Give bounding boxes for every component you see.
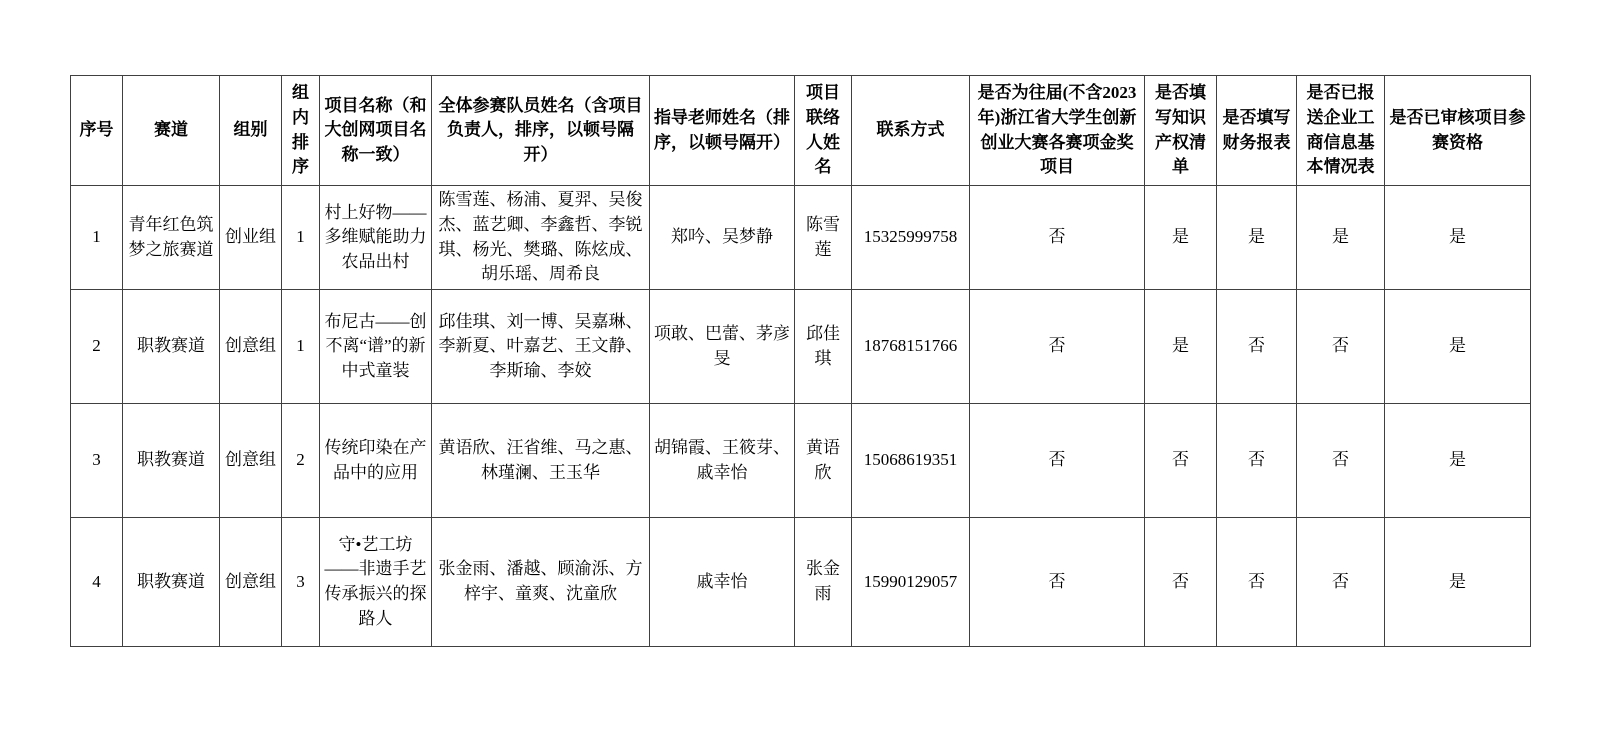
col-header-qualification-review: 是否已审核项目参赛资格	[1385, 76, 1531, 186]
cell-group: 创意组	[220, 518, 282, 647]
cell-contact-name: 黄语欣	[795, 404, 852, 518]
cell-track: 职教赛道	[123, 290, 220, 404]
cell-business-info: 否	[1297, 290, 1385, 404]
registration-table	[70, 75, 1531, 647]
cell-index: 4	[71, 518, 123, 647]
cell-advisors: 胡锦霞、王筱芽、戚幸怡	[650, 404, 795, 518]
cell-members: 黄语欣、汪省维、马之惠、林瑾澜、王玉华	[432, 404, 650, 518]
col-header-index: 序号	[71, 76, 123, 186]
cell-ip-list: 是	[1145, 186, 1217, 290]
cell-business-info: 否	[1297, 518, 1385, 647]
col-header-members: 全体参赛队员姓名（含项目负责人，排序，以顿号隔开）	[432, 76, 650, 186]
cell-phone: 15990129057	[852, 518, 970, 647]
cell-previous-gold: 否	[970, 518, 1145, 647]
col-header-financial-report: 是否填写财务报表	[1217, 76, 1297, 186]
col-header-track: 赛道	[123, 76, 220, 186]
cell-index: 1	[71, 186, 123, 290]
cell-advisors: 戚幸怡	[650, 518, 795, 647]
cell-track: 职教赛道	[123, 404, 220, 518]
cell-ip-list: 是	[1145, 290, 1217, 404]
col-header-advisors: 指导老师姓名（排序，以顿号隔开）	[650, 76, 795, 186]
table-row	[71, 290, 1531, 404]
col-header-business-info: 是否已报送企业工商信息基本情况表	[1297, 76, 1385, 186]
cell-qualification-review: 是	[1385, 290, 1531, 404]
document-sheet	[70, 75, 1531, 647]
cell-business-info: 否	[1297, 404, 1385, 518]
cell-qualification-review: 是	[1385, 186, 1531, 290]
cell-previous-gold: 否	[970, 404, 1145, 518]
col-header-order: 组内排序	[282, 76, 320, 186]
cell-members: 陈雪莲、杨浦、夏羿、吴俊杰、蓝艺卿、李鑫哲、李锐琪、杨光、樊璐、陈炫成、胡乐瑶、周希良	[432, 186, 650, 290]
cell-ip-list: 否	[1145, 404, 1217, 518]
cell-phone: 18768151766	[852, 290, 970, 404]
header-row	[71, 76, 1531, 186]
cell-contact-name: 张金雨	[795, 518, 852, 647]
table-row	[71, 518, 1531, 647]
cell-financial-report: 否	[1217, 518, 1297, 647]
cell-members: 张金雨、潘越、顾渝泺、方梓宇、童爽、沈童欣	[432, 518, 650, 647]
col-header-group: 组别	[220, 76, 282, 186]
cell-advisors: 项敢、巴蕾、茅彦旻	[650, 290, 795, 404]
cell-previous-gold: 否	[970, 290, 1145, 404]
cell-ip-list: 否	[1145, 518, 1217, 647]
cell-project-name: 传统印染在产品中的应用	[320, 404, 432, 518]
cell-project-name: 村上好物——多维赋能助力农品出村	[320, 186, 432, 290]
cell-financial-report: 否	[1217, 290, 1297, 404]
cell-order: 1	[282, 290, 320, 404]
cell-contact-name: 陈雪莲	[795, 186, 852, 290]
cell-advisors: 郑吟、吴梦静	[650, 186, 795, 290]
cell-track: 职教赛道	[123, 518, 220, 647]
cell-previous-gold: 否	[970, 186, 1145, 290]
cell-group: 创意组	[220, 290, 282, 404]
cell-financial-report: 是	[1217, 186, 1297, 290]
cell-project-name: 守•艺工坊——非遗手艺传承振兴的探路人	[320, 518, 432, 647]
cell-index: 2	[71, 290, 123, 404]
cell-phone: 15068619351	[852, 404, 970, 518]
cell-index: 3	[71, 404, 123, 518]
cell-contact-name: 邱佳琪	[795, 290, 852, 404]
col-header-phone: 联系方式	[852, 76, 970, 186]
col-header-project-name: 项目名称（和大创网项目名称一致）	[320, 76, 432, 186]
cell-qualification-review: 是	[1385, 404, 1531, 518]
cell-order: 3	[282, 518, 320, 647]
cell-business-info: 是	[1297, 186, 1385, 290]
col-header-previous-gold: 是否为往届(不含2023年)浙江省大学生创新创业大赛各赛项金奖项目	[970, 76, 1145, 186]
cell-financial-report: 否	[1217, 404, 1297, 518]
col-header-contact-name: 项目联络人姓名	[795, 76, 852, 186]
cell-members: 邱佳琪、刘一博、吴嘉琳、李新夏、叶嘉艺、王文静、李斯瑜、李姣	[432, 290, 650, 404]
cell-order: 2	[282, 404, 320, 518]
cell-qualification-review: 是	[1385, 518, 1531, 647]
cell-project-name: 布尼古——创不离“谱”的新中式童装	[320, 290, 432, 404]
cell-group: 创意组	[220, 404, 282, 518]
table-row	[71, 186, 1531, 290]
cell-group: 创业组	[220, 186, 282, 290]
cell-phone: 15325999758	[852, 186, 970, 290]
cell-order: 1	[282, 186, 320, 290]
col-header-ip-list: 是否填写知识产权清单	[1145, 76, 1217, 186]
table-row	[71, 404, 1531, 518]
cell-track: 青年红色筑梦之旅赛道	[123, 186, 220, 290]
